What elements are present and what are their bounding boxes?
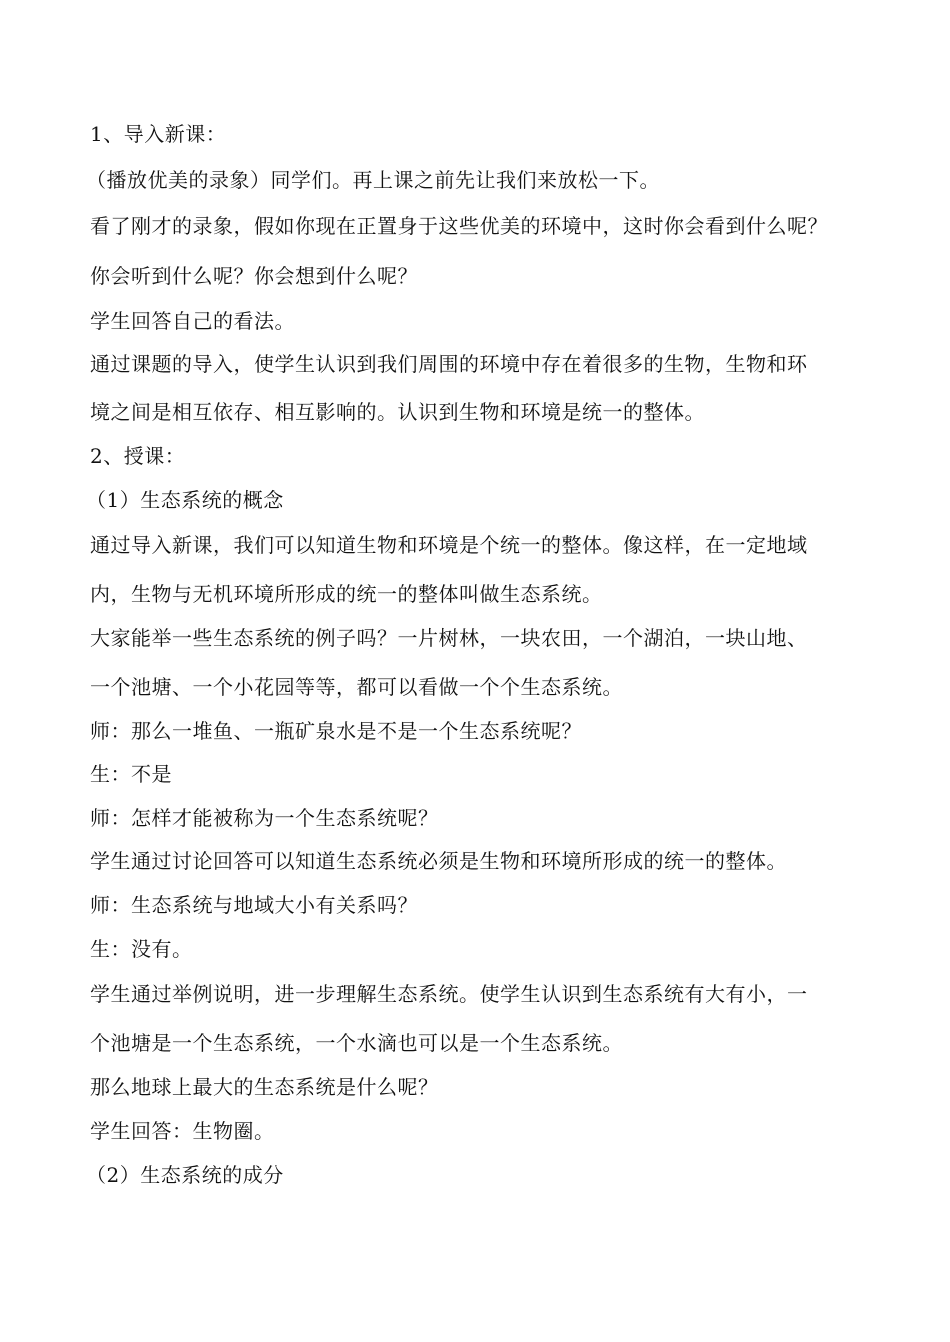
heading-teaching: 2、授课：: [90, 444, 186, 468]
dialogue-line: 师：生态系统与地域大小有关系吗？: [90, 893, 418, 917]
paragraph-line: 学生通过举例说明，进一步理解生态系统。使学生认识到生态系统有大有小，一: [90, 982, 808, 1006]
paragraph-line: 你会听到什么呢？你会想到什么呢？: [90, 264, 418, 288]
paragraph-line: （播放优美的录象）同学们。再上课之前先让我们来放松一下。: [86, 168, 660, 192]
heading-import-lesson: 1、导入新课：: [90, 122, 227, 146]
paragraph-line: 学生通过讨论回答可以知道生态系统必须是生物和环境所形成的统一的整体。: [90, 849, 787, 873]
dialogue-line: 生：不是: [90, 762, 172, 786]
dialogue-line: 师：怎样才能被称为一个生态系统呢？: [90, 806, 439, 830]
paragraph-line: 一个池塘、一个小花园等等，都可以看做一个个生态系统。: [90, 675, 623, 699]
paragraph-line: 内，生物与无机环境所形成的统一的整体叫做生态系统。: [90, 582, 603, 606]
paragraph-line: 大家能举一些生态系统的例子吗？一片树林，一块农田，一个湖泊，一块山地、: [90, 626, 808, 650]
subheading-ecosystem-components: （2）生态系统的成分: [86, 1163, 284, 1187]
dialogue-line: 生：没有。: [90, 937, 193, 961]
paragraph-line: 个池塘是一个生态系统，一个水滴也可以是一个生态系统。: [90, 1031, 623, 1055]
paragraph-line: 通过课题的导入，使学生认识到我们周围的环境中存在着很多的生物，生物和环: [90, 352, 808, 376]
paragraph-line: 境之间是相互依存、相互影响的。认识到生物和环境是统一的整体。: [90, 400, 705, 424]
dialogue-line: 师：那么一堆鱼、一瓶矿泉水是不是一个生态系统呢？: [90, 719, 582, 743]
paragraph-line: 通过导入新课，我们可以知道生物和环境是个统一的整体。像这样，在一定地域: [90, 533, 808, 557]
paragraph-line: 那么地球上最大的生态系统是什么呢？: [90, 1075, 439, 1099]
paragraph-line: 学生回答：生物圈。: [90, 1119, 275, 1143]
paragraph-line: 学生回答自己的看法。: [90, 309, 295, 333]
subheading-ecosystem-concept: （1）生态系统的概念: [86, 488, 284, 512]
paragraph-line: 看了刚才的录象，假如你现在正置身于这些优美的环境中，这时你会看到什么呢？: [90, 214, 828, 238]
